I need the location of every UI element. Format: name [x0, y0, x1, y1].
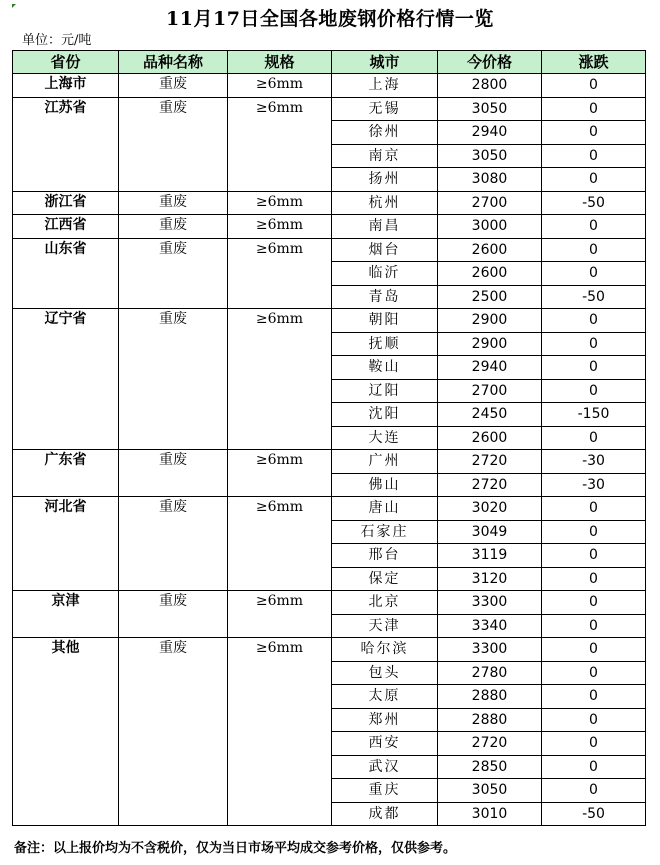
change-cell: 0	[542, 168, 646, 192]
change-cell: 0	[542, 661, 646, 685]
city-cell: 重庆	[332, 779, 438, 803]
city-cell: 上海	[332, 74, 438, 98]
city-cell: 西安	[332, 732, 438, 756]
table-row	[13, 497, 646, 521]
header-province: 省份	[13, 51, 119, 74]
city-cell: 扬州	[332, 168, 438, 192]
spec-cell: ≥6mm	[228, 74, 332, 98]
city-cell: 北京	[332, 591, 438, 615]
change-cell: 0	[542, 614, 646, 638]
spec-cell: ≥6mm	[228, 97, 332, 191]
price-cell: 2720	[438, 473, 542, 497]
city-cell: 青岛	[332, 285, 438, 309]
change-cell: 0	[542, 755, 646, 779]
price-cell: 3049	[438, 520, 542, 544]
table-row	[13, 638, 646, 662]
kind-cell: 重废	[119, 238, 228, 309]
city-cell: 唐山	[332, 497, 438, 521]
header-row	[13, 51, 646, 74]
change-cell: -30	[542, 473, 646, 497]
spec-cell: ≥6mm	[228, 638, 332, 826]
change-cell: 0	[542, 708, 646, 732]
city-cell: 朝阳	[332, 309, 438, 333]
city-cell: 抚顺	[332, 332, 438, 356]
page-title: 11月17日全国各地废钢价格行情一览	[166, 8, 494, 30]
spec-cell: ≥6mm	[228, 191, 332, 215]
price-cell: 2800	[438, 74, 542, 98]
change-cell: 0	[542, 591, 646, 615]
header-kind: 品种名称	[119, 51, 228, 74]
spec-cell: ≥6mm	[228, 309, 332, 450]
province-cell: 京津	[13, 591, 119, 638]
table-row	[13, 238, 646, 262]
change-cell: 0	[542, 638, 646, 662]
table-body	[13, 74, 646, 826]
price-cell: 3050	[438, 97, 542, 121]
change-cell: -50	[542, 285, 646, 309]
spec-cell: ≥6mm	[228, 215, 332, 239]
change-cell: 0	[542, 332, 646, 356]
change-cell: -30	[542, 450, 646, 474]
price-cell: 3050	[438, 144, 542, 168]
city-cell: 保定	[332, 567, 438, 591]
price-table	[12, 50, 646, 826]
kind-cell: 重废	[119, 638, 228, 826]
change-cell: 0	[542, 238, 646, 262]
city-cell: 广州	[332, 450, 438, 474]
change-cell: 0	[542, 262, 646, 286]
change-cell: 0	[542, 379, 646, 403]
province-cell: 辽宁省	[13, 309, 119, 450]
city-cell: 沈阳	[332, 403, 438, 427]
change-cell: 0	[542, 97, 646, 121]
footnote: 备注：以上报价均为不含税价，仅为当日市场平均成交参考价格，仅供参考。	[14, 841, 457, 856]
change-cell: 0	[542, 520, 646, 544]
change-cell: 0	[542, 74, 646, 98]
spec-cell: ≥6mm	[228, 450, 332, 497]
kind-cell: 重废	[119, 497, 228, 591]
table-row	[13, 97, 646, 121]
spec-cell: ≥6mm	[228, 591, 332, 638]
city-cell: 徐州	[332, 121, 438, 145]
price-cell: 2600	[438, 262, 542, 286]
price-cell: 2850	[438, 755, 542, 779]
price-cell: 3300	[438, 638, 542, 662]
city-cell: 包头	[332, 661, 438, 685]
kind-cell: 重废	[119, 309, 228, 450]
province-cell: 上海市	[13, 74, 119, 98]
table-row	[13, 591, 646, 615]
city-cell: 佛山	[332, 473, 438, 497]
header-change: 涨跌	[542, 51, 646, 74]
price-cell: 3010	[438, 802, 542, 826]
price-cell: 2700	[438, 379, 542, 403]
change-cell: 0	[542, 779, 646, 803]
kind-cell: 重废	[119, 74, 228, 98]
price-cell: 3340	[438, 614, 542, 638]
price-cell: 2880	[438, 708, 542, 732]
city-cell: 临沂	[332, 262, 438, 286]
price-cell: 2940	[438, 356, 542, 380]
change-cell: 0	[542, 685, 646, 709]
city-cell: 大连	[332, 426, 438, 450]
price-cell: 2900	[438, 332, 542, 356]
price-cell: 2600	[438, 238, 542, 262]
table-row	[13, 215, 646, 239]
price-cell: 2900	[438, 309, 542, 333]
change-cell: 0	[542, 309, 646, 333]
province-cell: 浙江省	[13, 191, 119, 215]
kind-cell: 重废	[119, 191, 228, 215]
province-cell: 其他	[13, 638, 119, 826]
city-cell: 南京	[332, 144, 438, 168]
table-row	[13, 450, 646, 474]
price-cell: 3300	[438, 591, 542, 615]
price-cell: 2500	[438, 285, 542, 309]
price-cell: 3080	[438, 168, 542, 192]
city-cell: 成都	[332, 802, 438, 826]
change-cell: 0	[542, 426, 646, 450]
city-cell: 武汉	[332, 755, 438, 779]
change-cell: 0	[542, 544, 646, 568]
price-cell: 2940	[438, 121, 542, 145]
province-cell: 江西省	[13, 215, 119, 239]
change-cell: 0	[542, 121, 646, 145]
change-cell: -50	[542, 802, 646, 826]
city-cell: 辽阳	[332, 379, 438, 403]
price-cell: 2450	[438, 403, 542, 427]
change-cell: -150	[542, 403, 646, 427]
spec-cell: ≥6mm	[228, 497, 332, 591]
table-row	[13, 309, 646, 333]
change-cell: 0	[542, 497, 646, 521]
unit-label: 单位：元/吨	[22, 33, 92, 48]
city-cell: 天津	[332, 614, 438, 638]
price-cell: 2720	[438, 732, 542, 756]
city-cell: 石家庄	[332, 520, 438, 544]
table-row	[13, 74, 646, 98]
price-cell: 3119	[438, 544, 542, 568]
kind-cell: 重废	[119, 591, 228, 638]
city-cell: 邢台	[332, 544, 438, 568]
header-city: 城市	[332, 51, 438, 74]
table-row	[13, 191, 646, 215]
price-cell: 3050	[438, 779, 542, 803]
price-cell: 3000	[438, 215, 542, 239]
city-cell: 太原	[332, 685, 438, 709]
kind-cell: 重废	[119, 450, 228, 497]
change-cell: 0	[542, 144, 646, 168]
price-cell: 2780	[438, 661, 542, 685]
city-cell: 哈尔滨	[332, 638, 438, 662]
province-cell: 山东省	[13, 238, 119, 309]
kind-cell: 重废	[119, 97, 228, 191]
city-cell: 杭州	[332, 191, 438, 215]
price-cell: 2720	[438, 450, 542, 474]
spec-cell: ≥6mm	[228, 238, 332, 309]
kind-cell: 重废	[119, 215, 228, 239]
city-cell: 郑州	[332, 708, 438, 732]
price-cell: 2700	[438, 191, 542, 215]
city-cell: 烟台	[332, 238, 438, 262]
header-spec: 规格	[228, 51, 332, 74]
price-cell: 2880	[438, 685, 542, 709]
city-cell: 南昌	[332, 215, 438, 239]
province-cell: 江苏省	[13, 97, 119, 191]
price-cell: 3120	[438, 567, 542, 591]
header-price: 今价格	[438, 51, 542, 74]
city-cell: 无锡	[332, 97, 438, 121]
province-cell: 广东省	[13, 450, 119, 497]
change-cell: 0	[542, 732, 646, 756]
city-cell: 鞍山	[332, 356, 438, 380]
price-cell: 3020	[438, 497, 542, 521]
change-cell: 0	[542, 567, 646, 591]
province-cell: 河北省	[13, 497, 119, 591]
change-cell: -50	[542, 191, 646, 215]
change-cell: 0	[542, 356, 646, 380]
price-cell: 2600	[438, 426, 542, 450]
change-cell: 0	[542, 215, 646, 239]
